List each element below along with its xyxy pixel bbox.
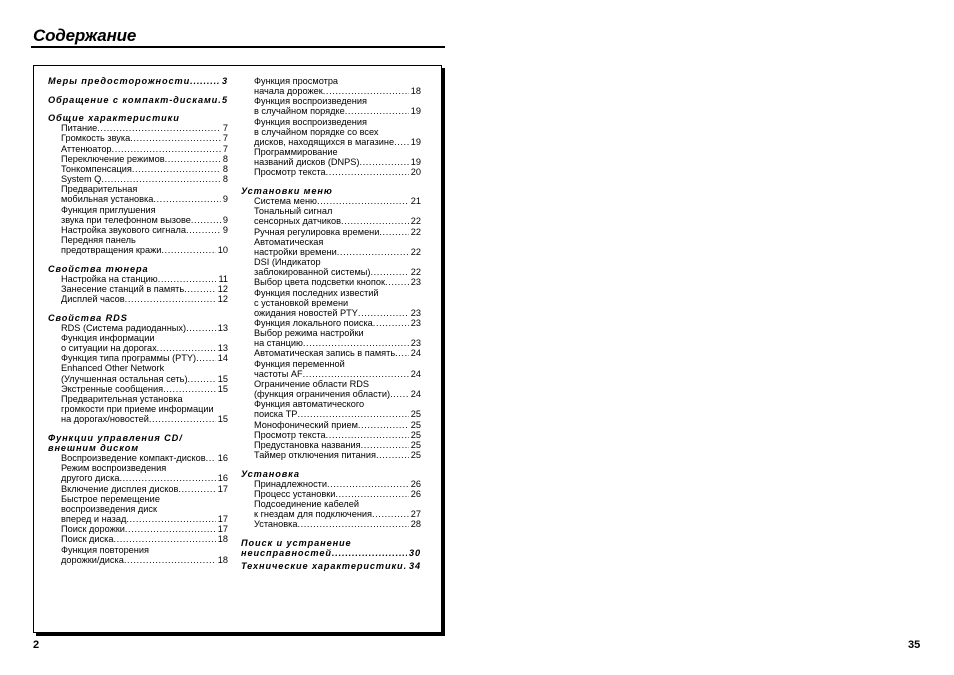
toc-section-title: Свойства RDS	[48, 312, 128, 323]
toc-section-title: Установки меню	[241, 185, 333, 196]
toc-entry[interactable]: Функция локального поиска ..... 23	[241, 318, 421, 328]
toc-entry[interactable]: (Улучшенная остальная сеть) ..... 15	[48, 374, 228, 384]
toc-entry[interactable]: Аттенюатор ..... 7	[48, 144, 228, 154]
toc-entry[interactable]: сенсорных датчиков ..... 22	[241, 216, 421, 226]
toc-section[interactable]	[48, 95, 228, 105]
toc-entry-line: громкости при приеме информации	[61, 404, 214, 415]
toc-entry-line: DSI (Индикатор	[254, 257, 321, 268]
toc-entry[interactable]: Процесс установки ..... 26	[241, 489, 421, 499]
toc-entry-line: Функция воспроизведения	[254, 116, 367, 127]
toc-entry[interactable]: мобильная установка ..... 9	[48, 194, 228, 204]
toc-entry[interactable]: Громкость звука ..... 7	[48, 133, 228, 143]
toc-entry[interactable]: частоты AF ..... 24	[241, 369, 421, 379]
toc-entry-line: Enhanced Other Network	[61, 363, 165, 374]
toc-section-title: Общие характеристики	[48, 113, 180, 124]
toc-entry[interactable]: Дисплей часов ..... 12	[48, 294, 228, 304]
toc-entry[interactable]: System Q ..... 8	[48, 174, 228, 184]
toc-entry[interactable]: Ручная регулировка времени ..... 22	[241, 227, 421, 237]
toc-entry[interactable]: Занесение станций в память ..... 12	[48, 284, 228, 294]
toc-entry[interactable]: Просмотр текста ..... 25	[241, 430, 421, 440]
toc-entry[interactable]: Предустановка названия ..... 25	[241, 440, 421, 450]
toc-entry-line: Предварительная установка	[61, 393, 183, 404]
toc-entry[interactable]: на станцию ..... 23	[241, 338, 421, 348]
toc-entry[interactable]: Экстренные сообщения ..... 15	[48, 384, 228, 394]
page-number-left: 2	[33, 639, 40, 651]
toc-entry[interactable]: Настройка на станцию ..... 11	[48, 274, 228, 284]
toc-entry-line: Функция приглушения	[61, 204, 156, 215]
toc-section-title: Меры предосторожности	[48, 76, 191, 86]
toc-entry[interactable]: настройки времени ..... 22	[241, 247, 421, 257]
toc-section-title: внешним диском	[48, 442, 139, 453]
toc-entry-line: Функция просмотра	[254, 76, 339, 86]
toc-entry[interactable]: другого диска ..... 16	[48, 473, 228, 483]
toc-entry[interactable]: Воспроизведение компакт-дисков ..... 16	[48, 453, 228, 463]
toc-entry-line: Выбор режима настройки	[254, 328, 364, 339]
toc-entry[interactable]: поиска TP ..... 25	[241, 409, 421, 419]
toc-entry-line: Функция повторения	[61, 544, 149, 555]
toc-entry[interactable]: Автоматическая запись в память ..... 24	[241, 348, 421, 358]
toc-entry[interactable]: Установка ..... 28	[241, 519, 421, 529]
toc-section[interactable]: неисправностей ..... 30	[241, 548, 421, 558]
toc-entry[interactable]: в случайном порядке ..... 19	[241, 106, 421, 116]
toc-section-title: Установка	[241, 468, 300, 479]
toc-entry[interactable]: Переключение режимов ..... 8	[48, 154, 228, 164]
toc-entry-line: Функция автоматического	[254, 399, 365, 410]
toc-entry[interactable]: Просмотр текста ..... 20	[241, 167, 421, 177]
toc-entry[interactable]: Выбор цвета подсветки кнопок ..... 23	[241, 277, 421, 287]
toc-entry[interactable]: дорожки/диска ..... 18	[48, 555, 228, 565]
toc-page-number: 5	[221, 94, 228, 105]
toc-entry[interactable]: Принадлежности ..... 26	[241, 479, 421, 489]
toc-section[interactable]: Технические характеристики ..... 34	[241, 561, 421, 571]
title-rule	[31, 46, 445, 48]
toc-entry-line: Передняя панель	[61, 234, 136, 245]
toc-entry-line: Тональный сигнал	[254, 206, 333, 217]
toc-entry[interactable]: звука при телефонном вызове ..... 9	[48, 215, 228, 225]
toc-entry-line: Режим воспроизведения	[61, 463, 167, 474]
toc-entry[interactable]: ожидания новостей PTY ..... 23	[241, 308, 421, 318]
toc-entry[interactable]: Питание ..... 7	[48, 123, 228, 133]
toc-entry[interactable]: Функция типа программы (PTY) ..... 14	[48, 353, 228, 363]
toc-entry[interactable]: Включение дисплея дисков ..... 17	[48, 484, 228, 494]
toc-entry[interactable]: предотвращения кражи ..... 10	[48, 245, 228, 255]
page-title: Содержание	[33, 26, 137, 45]
toc-page-number: 3	[221, 76, 228, 86]
toc-column-right	[241, 76, 421, 571]
toc-entry[interactable]: на дорогах/новостей ..... 15	[48, 414, 228, 424]
toc-entry-line: воспроизведения диск	[61, 503, 158, 514]
toc-section-title: Обращение с компакт-дисками	[48, 94, 219, 105]
toc-section-title: Поиск и устранение	[241, 537, 352, 548]
toc-entry[interactable]: Настройка звукового сигнала ..... 9	[48, 225, 228, 235]
toc-entry[interactable]: RDS (Система радиоданных) ..... 13	[48, 323, 228, 333]
toc-entry-line: Подсоединение кабелей	[254, 499, 360, 510]
toc-entry[interactable]: Система меню ..... 21	[241, 196, 421, 206]
toc-entry-line: Ограничение области RDS	[254, 378, 370, 389]
toc-entry-line: Функция воспроизведения	[254, 96, 367, 107]
toc-entry-line: с установкой времени	[254, 297, 349, 308]
toc-section-title: Свойства тюнера	[48, 263, 149, 274]
toc-entry[interactable]: (функция ограничения области) ..... 24	[241, 389, 421, 399]
toc-section-title: Функции управления CD/	[48, 432, 183, 443]
toc-entry[interactable]: к гнездам для подключения ..... 27	[241, 509, 421, 519]
toc-entry[interactable]: о ситуации на дорогах ..... 13	[48, 343, 228, 353]
toc-entry-line: Предварительная	[61, 184, 138, 195]
toc-entry[interactable]: Монофонический прием ..... 25	[241, 420, 421, 430]
toc-entry[interactable]: дисков, находящихся в магазине ..... 19	[241, 137, 421, 147]
toc-entry-line: Быстрое перемещение	[61, 493, 160, 504]
toc-section[interactable]	[48, 76, 228, 86]
toc-entry[interactable]: Тонкомпенсация ..... 8	[48, 164, 228, 174]
toc-entry-line: Функция переменной	[254, 358, 345, 369]
toc-entry[interactable]: вперед и назад ..... 17	[48, 514, 228, 524]
toc-entry[interactable]: заблокированной системы) ..... 22	[241, 267, 421, 277]
toc-column-left	[48, 76, 228, 565]
toc-entry[interactable]: Таймер отключения питания ..... 25	[241, 450, 421, 460]
toc-entry[interactable]: Поиск диска ..... 18	[48, 534, 228, 544]
toc-entry-line: Функция информации	[61, 333, 155, 343]
toc-entry-line: в случайном порядке со всех	[254, 126, 379, 137]
toc-entry-line: Автоматическая	[254, 236, 324, 247]
toc-entry[interactable]: начала дорожек ..... 18	[241, 86, 421, 96]
toc-entry[interactable]: Поиск дорожки ..... 17	[48, 524, 228, 534]
page-number-right: 35	[908, 639, 921, 651]
toc-entry-line: Функция последних известий	[254, 287, 379, 298]
toc-entry-line: Программирование	[254, 147, 338, 158]
toc-entry[interactable]: названий дисков (DNPS) ..... 19	[241, 157, 421, 167]
